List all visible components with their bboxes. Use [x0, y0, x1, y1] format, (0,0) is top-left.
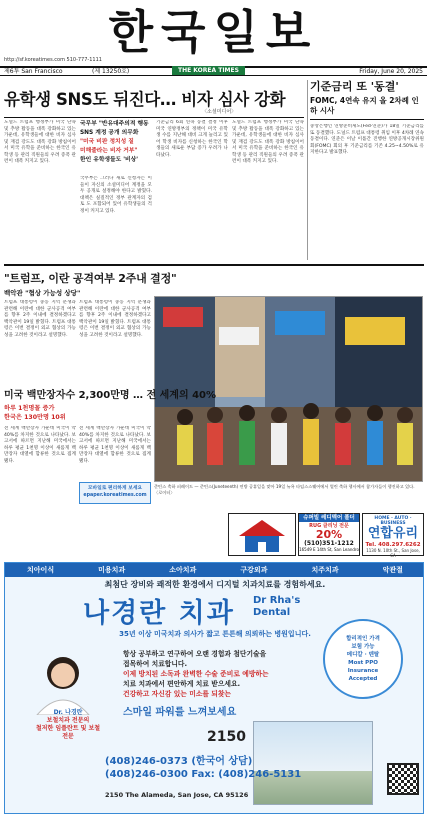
doctor-photo: [27, 651, 99, 715]
price-badge: 합리적인 가격 보험 가능 메디칼 · 덴탈 Most PPO Insurance Accepted: [323, 619, 403, 699]
dental-ad[interactable]: [4, 562, 424, 814]
epaper-promo[interactable]: 모바일로 편리하게 보세요 epaper.koreatimes.com: [79, 482, 151, 504]
issue-number: (제 13250호): [92, 68, 130, 75]
masthead-contact: http://sf.koreatimes.com 510-777-1111: [4, 57, 102, 63]
millionaire-headline[interactable]: 미국 백만장자수 2,300만명 … 전 세계의 40%: [4, 390, 217, 401]
house-icon: [229, 514, 295, 555]
millionaire-body-col1: 전 세계 백만장자 가운데 미국이 약 40%를 차지한 것으로 나타났다. 보고서에 따르면 지난해 미국에서는 하루 평균 1천명 이상이 새롭게 백만장자 대열에 합류한 것으로 집계됐다.: [4, 426, 76, 464]
newspaper-title: 한국일보: [108, 5, 319, 59]
dental-address: 2150 The Alameda, San Jose, CA 95126: [105, 791, 249, 799]
trump-body-col1: 트럼프 대통령이 중동 지역 분쟁과 관련해 이란에 대한 군사공격 여부를 향후 2주 이내에 결정하겠다고 백악관이 19일 밝혔다. 트럼프 대통령은 이번 결정이 외교 협상의 가능성을 고려한 것이라고 설명했다.: [4, 300, 76, 338]
issue-date: Friday, June 20, 2025: [359, 68, 423, 75]
lead-body-col3: 기준금리 6회 연속 동결 결정 이후 미국 연방정부의 정책이 미국 유학생 수를 지난해 대비 크게 늘리고 있어 학생 비자를 신청하는 한국인 학생들의 새로운 부담 증가 우려가 나타났다.: [156, 120, 228, 158]
dental-phones[interactable]: (408)246-0373 (한국어 상담) (408)246-0300 Fax: (408)246-5131: [105, 756, 302, 780]
fed-body: 중앙은행인 연방준비제도(Fed·연준)가 18일 기준금리를 또 동결했다. 도널드 트럼프 대통령 취임 이후 4차례 연속 동결이다. 연준은 이날 이틀간 진행한 연방공개시장위원회(FOMC) 회의 후 기준금리를 기존 4.25~4.50%로 유지한다고 발표했다.: [310, 124, 424, 155]
divider: [4, 117, 304, 118]
lead-headline[interactable]: 유학생 SNS도 뒤진다… 비자 심사 강화: [4, 90, 286, 109]
dental-clinic-name: 나경란 치과: [83, 598, 235, 629]
dental-english-name: Dr Rha's Dental: [253, 595, 301, 618]
edition-label: 제6투 San Francisco: [4, 68, 63, 75]
masthead: [0, 0, 427, 74]
building-number: 2150: [207, 729, 246, 745]
millionaire-subhead: 하루 1천명꼴 증가 한국은 130만명 10위: [4, 405, 66, 421]
section-divider: [4, 264, 424, 266]
trump-headline[interactable]: "트럼프, 이란 공격여부 2주내 결정": [4, 272, 177, 285]
dental-smile-line: 스마일 파워를 느껴보세요: [123, 707, 237, 718]
doctor-portrait-icon: [27, 651, 99, 715]
qr-code-icon[interactable]: [387, 763, 419, 795]
trump-subhead: 백악관 "협상 가능성 상당": [4, 289, 81, 297]
fed-headline[interactable]: 기준금리 또 '동결': [310, 80, 399, 93]
column-divider: [307, 80, 308, 260]
lead-body-col2: 국무부는 그러나 새로 신청자는 이들이 자신의 소셜미디어 계정을 모두 공개로 설정해야 한다고 밝혔다. 대책은 실질적인 정부 관계자의 검토 도 포함되어 있어 유학생들의 걱정이 커지고 있다.: [80, 176, 152, 214]
fed-story: [310, 80, 424, 284]
lead-credit: 〈소셜미디어〉: [202, 109, 237, 115]
lead-body-col1: 도널드 트럼프 행정부가 미국 단속 및 추방 활동을 대폭 강화하고 있는 가운데, 유학생들에 대한 비자 심사 및 재검 강도도 대폭 강화 방침이어서 미국 유학을 준비하는 한국인 유학생 등 관리 직원들의 우려 증폭 관련이 대폭 커지고 있다.: [4, 120, 76, 164]
millionaire-body-col2: 전 세계 백만장자 가운데 미국이 약 40%를 차지한 것으로 나타났다. 보고서에 따르면 지난해 미국에서는 하루 평균 1천명 이상이 새롭게 백만장자 대열에 합류한 것으로 집계됐다.: [79, 426, 151, 464]
fed-subhead: FOMC, 4연속 유지 올 2차례 인하 시사: [310, 96, 419, 115]
doctor-info: Dr. 나경란 보철치과 전문의 철저한 임플란트 및 보철전문: [35, 709, 101, 740]
photo-caption: 준틴스 축하 퍼레이드 — 준틴스(Juneteenth) 연방 공휴일을 맞아 19일 뉴욕 타임스스퀘어에서 열린 축하 행사에서 참가자들이 행진하고 있다. 〈로이터〉: [154, 484, 415, 495]
dental-slogan: 35년 이상 미국치과 의사가 짧고 튼튼해 의뢰하는 병원입니다.: [119, 630, 311, 638]
dental-tagline: 최첨단 장비와 쾌적한 환경에서 디지털 치과치료를 경험하세요.: [104, 580, 326, 589]
brand-badge: THE KOREA TIMES: [172, 66, 245, 75]
glass-ad[interactable]: HOME · AUTO · BUSINESS 연합유리 Tel. 408.297.6262 1130 N. 10th St., San Jose, CA: [362, 513, 424, 556]
dental-services-bar: 치아이식 미용치과 소아치과 구강외과 치주치과 악관절: [5, 563, 424, 577]
lead-pull-quote: 국무부 "반유대주의적 행동 SNS 계정 공개 의무화 "미국 비판 정치성 짙 미해줄라는 비자 거부" 한인 유학생들도 '비상': [80, 121, 149, 163]
realty-ad-logo[interactable]: [228, 513, 296, 556]
lead-body-col4: 도널드 트럼프 행정부가 미국 단속 및 추방 활동을 대폭 강화하고 있는 가운데, 유학생들에 대한 비자 심사 및 재검 강도도 대폭 강화 방침이어서 미국 유학을 준비하는 한국인 유학생 등 관리 직원들의 우려 증폭 관련이 대폭 커지고 있다.: [232, 120, 304, 164]
rug-cleaning-ad[interactable]: 슈퍼빌 레디멕어 폴더 RUG 클리닝 전문 20% (510)351-1212 16549 E 14th St, San Leandro: [298, 513, 360, 556]
trump-body-col2: 트럼프 대통령이 중동 지역 분쟁과 관련해 이란에 대한 군사공격 여부를 향후 2주 이내에 결정하겠다고 백악관이 19일 밝혔다. 트럼프 대통령은 이번 결정이 외교 협상의 가능성을 고려한 것이라고 설명했다.: [79, 300, 151, 338]
dental-description: 항상 공부하고 연구하여 오랜 경험과 첨단기술을 접목하여 치료합니다. 이제 방치된 소독과 완벽한 수술 준비로 예방하는 치료 치과에서 편안하게 치료 받으세요. 건강하고 자신감 있는 미소를 되찾는: [123, 650, 269, 698]
